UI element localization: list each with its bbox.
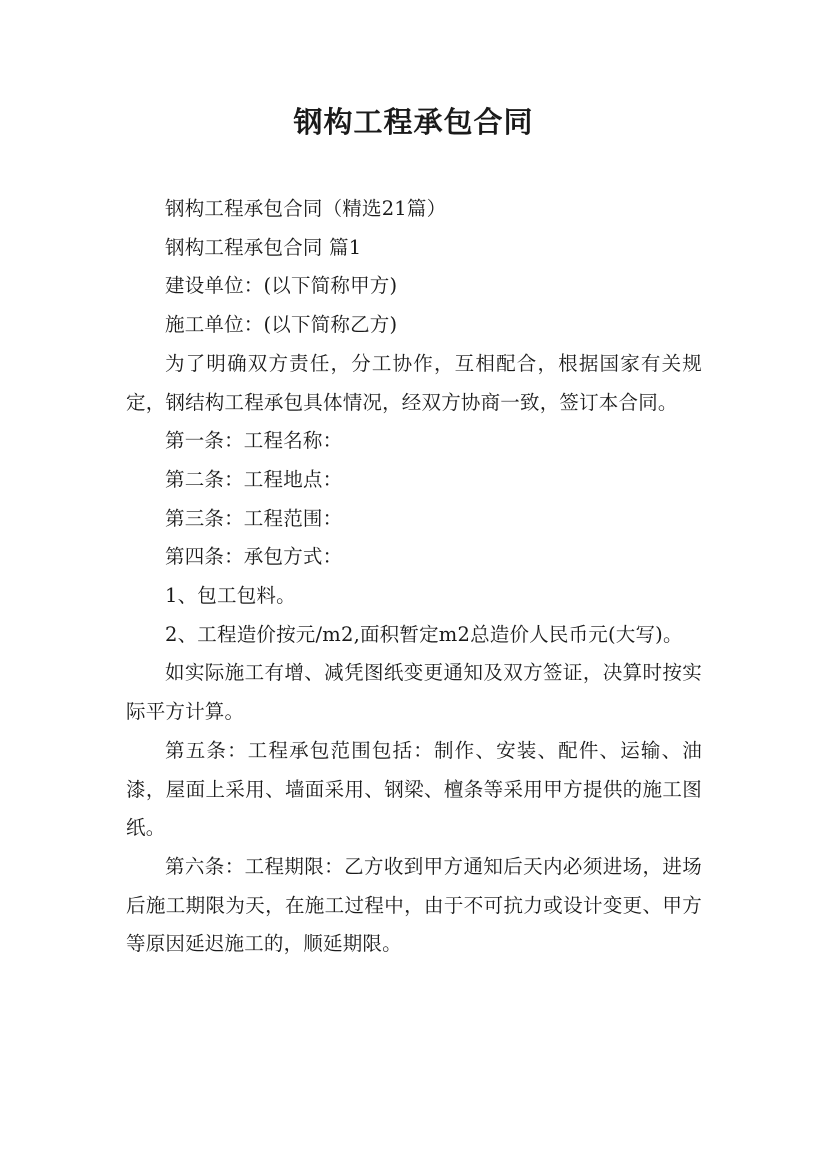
paragraph-article-3: 第三条：工程范围： [165,506,343,530]
paragraph-party-a: 建设单位：(以下简称甲方) [165,274,398,298]
paragraph-party-b: 施工单位：(以下简称乙方) [165,313,398,337]
paragraph-article-1: 第一条：工程名称： [165,429,343,453]
paragraph-item-2: 2、工程造价按元/m2,面积暂定m2总造价人民币元(大写)。 [165,622,683,646]
document-title: 钢构工程承包合同 [293,105,534,139]
paragraph-article-6: 第六条：工程期限：乙方收到甲方通知后天内必须进场，进场后施工期限为天，在施工过程中，由于不可抗力或设计变更、甲方等原因延迟施工的，顺延期限。 [126,854,702,956]
paragraph-settlement: 如实际施工有增、减凭图纸变更通知及双方签证，决算时按实际平方计算。 [126,661,702,724]
paragraph-preamble: 为了明确双方责任，分工协作，互相配合，根据国家有关规定，钢结构工程承包具体情况，经双方协商一致，签订本合同。 [126,351,702,414]
paragraph-subtitle: 钢构工程承包合同（精选21篇） [165,197,447,220]
paragraph-article-5: 第五条：工程承包范围包括：制作、安装、配件、运输、油漆，屋面上采用、墙面采用、钢梁、檀条等采用甲方提供的施工图纸。 [126,738,702,840]
paragraph-item-1: 1、包工包料。 [165,584,296,608]
document-body [126,190,702,964]
paragraph-section-heading: 钢构工程承包合同 篇1 [165,235,362,259]
paragraph-article-4: 第四条：承包方式： [165,545,343,569]
paragraph-article-2: 第二条：工程地点： [165,467,343,491]
